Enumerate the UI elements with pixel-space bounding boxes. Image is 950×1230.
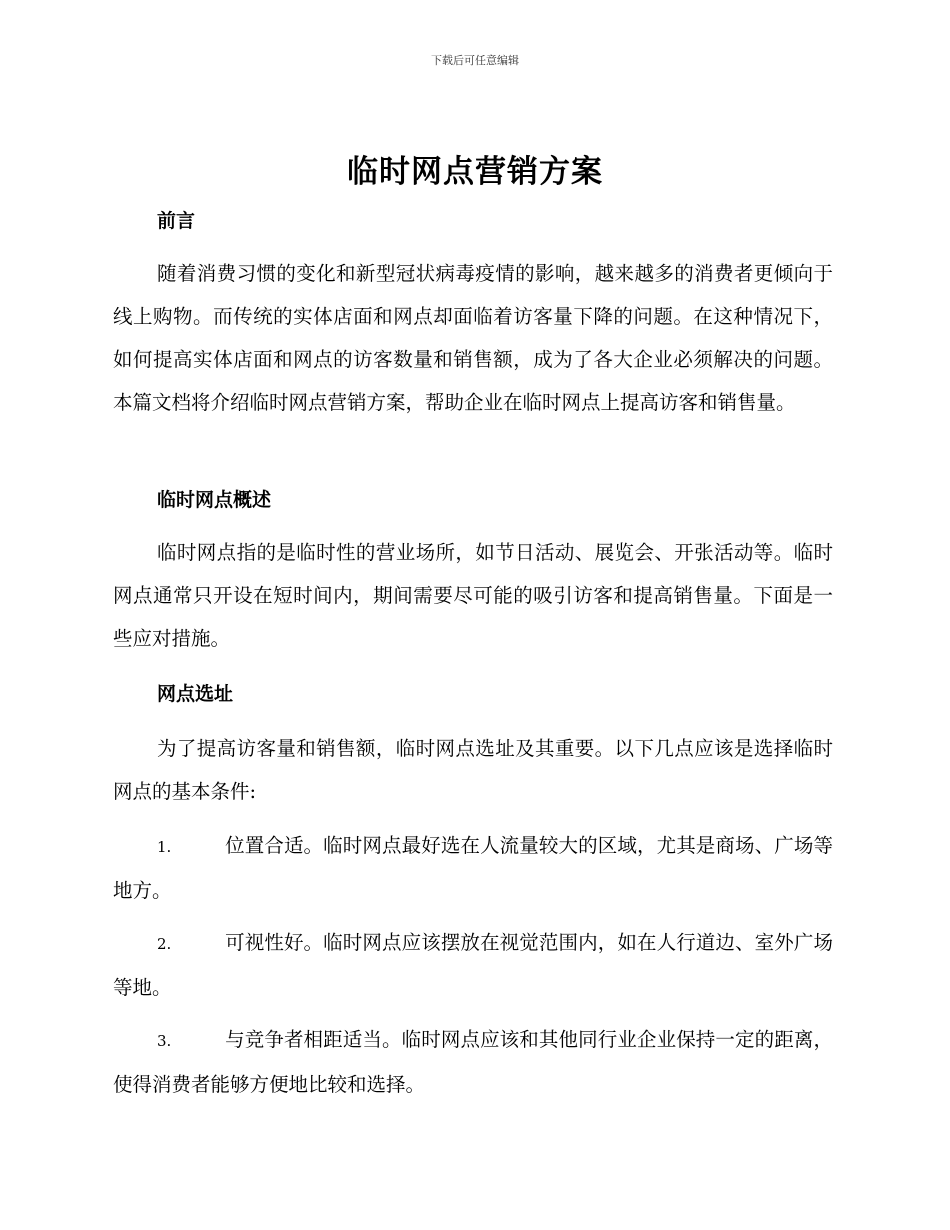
document-title: 临时网点营销方案 (347, 154, 603, 190)
page-header-note: 下载后可任意编辑 (431, 54, 519, 67)
paragraph-overview: 临时网点指的是临时性的营业场所，如节日活动、展览会、开张活动等。临时网点通常只开设在短时间内，期间需要尽可能的吸引访客和提高销售量。下面是一些应对措施。 (113, 541, 833, 650)
section-heading-site: 网点选址 (157, 683, 234, 705)
section-heading-preface: 前言 (157, 210, 196, 232)
paragraph-site: 为了提高访客量和销售额，临时网点选址及其重要。以下几点应该是选择临时网点的基本条件: (113, 737, 833, 803)
list-item (113, 824, 833, 912)
list-item (113, 1018, 833, 1106)
list-item-number: 2. (157, 935, 172, 953)
paragraph-preface: 随着消费习惯的变化和新型冠状病毒疫情的影响，越来越多的消费者更倾向于线上购物。而传统的实体店面和网点却面临着访客量下降的问题。在这种情况下，如何提高实体店面和网点的访客数量和销售额，成为了各大企业必须解决的问题。本篇文档将介绍临时网点营销方案，帮助企业在临时网点上提高访客和销售量。 (113, 262, 833, 414)
list-item-number: 3. (157, 1032, 172, 1050)
list-item-number: 1. (157, 838, 172, 856)
section-heading-overview: 临时网点概述 (157, 489, 272, 511)
list-item-text: 位置合适。临时网点最好选在人流量较大的区域，尤其是商场、广场等地方。 (113, 834, 833, 902)
list-item-text: 与竞争者相距适当。临时网点应该和其他同行业企业保持一定的距离，使得消费者能够方便地比较和选择。 (113, 1028, 833, 1096)
list-item-text: 可视性好。临时网点应该摆放在视觉范围内，如在人行道边、室外广场等地。 (113, 931, 833, 999)
list-item (113, 921, 833, 1009)
